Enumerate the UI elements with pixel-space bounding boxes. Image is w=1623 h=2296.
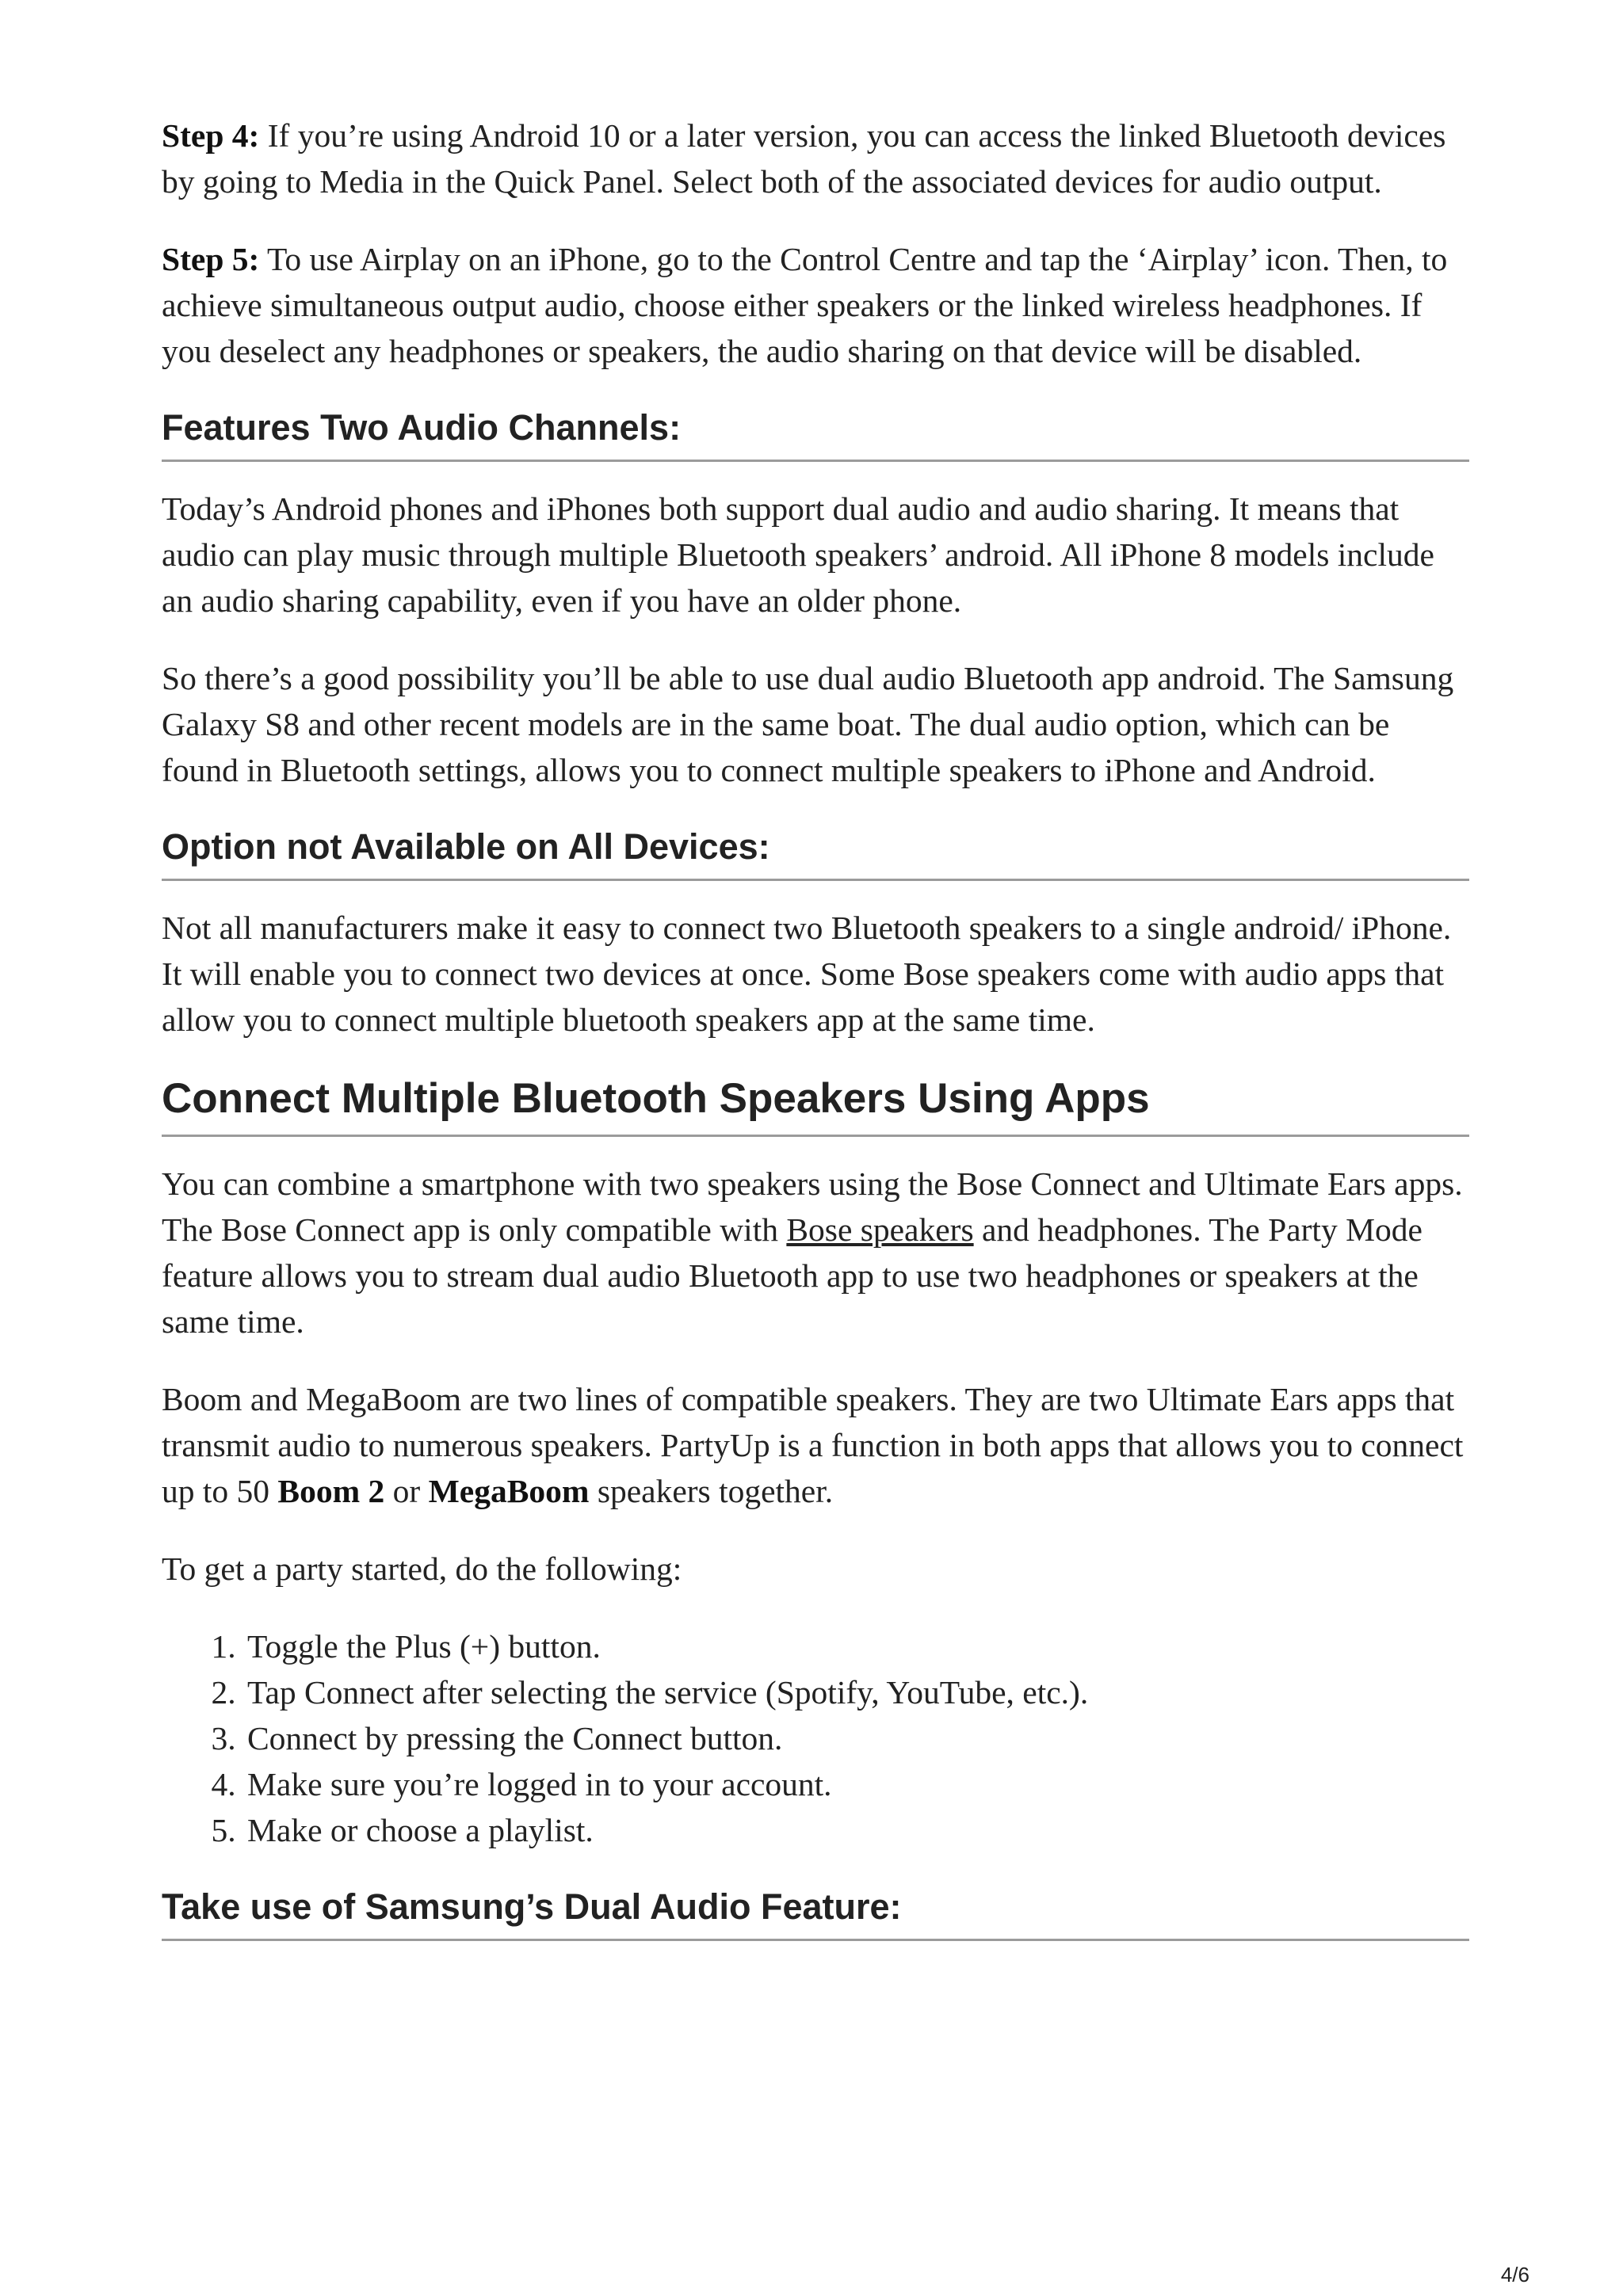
party-steps-list — [162, 1623, 1469, 1853]
page-number: 4/6 — [1500, 2263, 1529, 2286]
step-4-text: If you’re using Android 10 or a later version, you can access the linked Bluetooth devices by going to Media in the Quick Panel. Select both of the associated devices for audio output. — [162, 117, 1446, 200]
apps-paragraph-1 — [162, 1161, 1469, 1344]
step-5-paragraph — [162, 236, 1469, 374]
apps-p2-text-after: speakers together. — [589, 1473, 834, 1509]
two-channels-paragraph-2: So there’s a good possibility you’ll be able to use dual audio Bluetooth app android. The Samsung Galaxy S8 and other recent models are in the same boat. The dual audio option, which can be found in Bluetooth settings, allows you to connect multiple speakers to iPhone and Android. — [162, 660, 1454, 788]
heading-connect-using-apps: Connect Multiple Bluetooth Speakers Using Apps — [162, 1074, 1469, 1137]
heading-samsung-dual-audio: Take use of Samsung’s Dual Audio Feature: — [162, 1885, 1469, 1941]
apps-p2-text-before: Boom and MegaBoom are two lines of compatible speakers. They are two Ultimate Ears apps that transmit audio to numerous speakers. PartyUp is a function in both apps that allows you to connect up to 50 — [162, 1381, 1464, 1509]
document-page — [162, 113, 1469, 1965]
boom-2-bold: Boom 2 — [277, 1473, 385, 1509]
heading-option-not-available: Option not Available on All Devices: — [162, 825, 1469, 881]
list-item: 4. Make sure you’re logged in to your account. — [244, 1761, 1469, 1807]
list-item: 3. Connect by pressing the Connect button. — [244, 1715, 1469, 1761]
list-item: 5. Make or choose a playlist. — [244, 1807, 1469, 1853]
step-5-text: To use Airplay on an iPhone, go to the Control Centre and tap the ‘Airplay’ icon. Then, to achieve simultaneous output audio, choose either speakers or the linked wireless headphones. If you deselect any headphones or speakers, the audio sharing on that device will be disabled. — [162, 241, 1448, 369]
not-available-paragraph: Not all manufacturers make it easy to connect two Bluetooth speakers to a single android/ iPhone. It will enable you to connect two devices at once. Some Bose speakers come with audio apps that allow you to connect multiple bluetooth speakers app at the same time. — [162, 910, 1452, 1038]
step-5-label: Step 5: — [162, 241, 260, 277]
list-item: 2. Tap Connect after selecting the service (Spotify, YouTube, etc.). — [244, 1669, 1469, 1715]
apps-paragraph-2 — [162, 1376, 1469, 1514]
megaboom-bold: MegaBoom — [428, 1473, 590, 1509]
apps-p1-text-before: You can combine a smartphone with two speakers using the Bose Connect and Ultimate Ears apps. The Bose Connect app is only compatible with — [162, 1165, 1463, 1248]
bose-speakers-link[interactable]: Bose speakers — [786, 1211, 974, 1248]
list-item: 1. Toggle the Plus (+) button. — [244, 1623, 1469, 1669]
apps-p1-text-after: and headphones. The Party Mode feature allows you to stream dual audio Bluetooth app to use two headphones or speakers at the same time. — [162, 1211, 1423, 1340]
two-channels-paragraph-1: Today’s Android phones and iPhones both support dual audio and audio sharing. It means that audio can play music through multiple Bluetooth speakers’ android. All iPhone 8 models include an audio sharing capability, even if you have an older phone. — [162, 490, 1434, 619]
step-4-paragraph — [162, 113, 1469, 204]
apps-p2-text-mid: or — [384, 1473, 429, 1509]
step-4-label: Step 4: — [162, 117, 260, 154]
apps-paragraph-3: To get a party started, do the following: — [162, 1550, 682, 1587]
heading-two-audio-channels: Features Two Audio Channels: — [162, 406, 1469, 462]
